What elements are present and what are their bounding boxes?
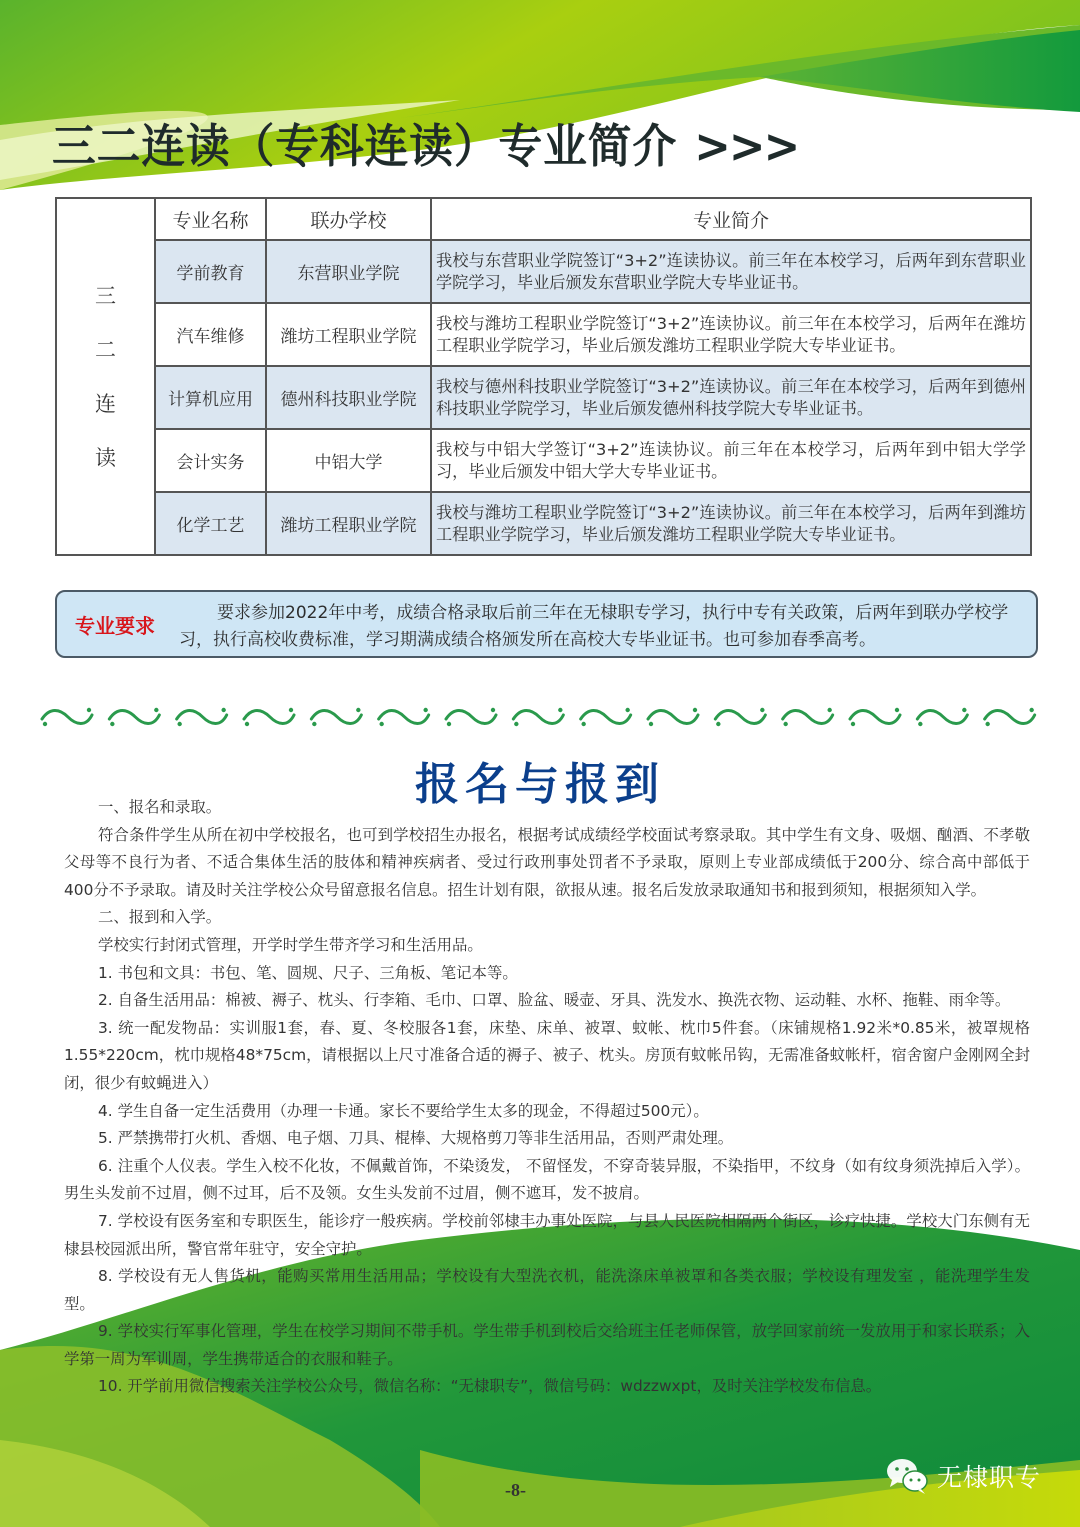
wave-ornament xyxy=(648,708,698,726)
wechat-icon xyxy=(885,1456,931,1496)
major-name: 化学工艺 xyxy=(155,492,266,555)
program-group-cell xyxy=(56,198,155,555)
wave-ornament xyxy=(311,708,361,726)
column-header-major: 专业名称 xyxy=(155,198,266,240)
paragraph: 7. 学校设有医务室和专职医生，能诊疗一般疾病。学校前邻棣丰办事处医院，与县人民医院相隔两个街区，诊疗快捷。学校大门东侧有无棣县校园派出所，警官常年驻守，安全守护。 xyxy=(64,1211,1030,1258)
wave-ornament xyxy=(513,708,563,726)
wechat-account-name: 无棣职专 xyxy=(937,1463,1042,1492)
table-row xyxy=(56,240,1031,303)
wave-ornament xyxy=(985,708,1035,726)
wave-ornament xyxy=(783,708,833,726)
partner-school: 潍坊工程职业学院 xyxy=(266,492,431,555)
group-char: 连 xyxy=(95,391,116,416)
requirement-box xyxy=(55,590,1038,658)
paragraph: 10. 开学前用微信搜索关注学校公众号，微信名称：“无棣职专”，微信号码：wdzzwxpt，及时关注学校发布信息。 xyxy=(98,1377,882,1396)
paragraph: 1. 书包和文具：书包、笔、圆规、尺子、三角板、笔记本等。 xyxy=(98,963,518,982)
major-name: 会计实务 xyxy=(155,429,266,492)
wave-ornament xyxy=(581,708,631,726)
paragraph: 学校实行封闭式管理，开学时学生带齐学习和生活用品。 xyxy=(98,935,483,954)
wave-ornament xyxy=(446,708,496,726)
partner-school: 中铝大学 xyxy=(266,429,431,492)
table-row xyxy=(56,492,1031,555)
major-intro: 我校与潍坊工程职业学院签订“3+2”连读协议。前三年在本校学习，后两年在潍坊工程职业学院学习，毕业后颁发潍坊工程职业学院大专毕业证书。 xyxy=(431,303,1031,366)
paragraph: 3. 统一配发物品：实训服1套，春、夏、冬校服各1套，床垫、床单、被罩、蚊帐、枕巾5件套。（床铺规格1.92米*0.85米，被罩规格1.55*220cm，枕巾规格48*75cm，请根据以上尺寸准备合适的褥子、被子、枕头。房顶有蚊帐吊钩，无需准备蚊帐杆，宿舍窗户金刚网全封闭，很少有蚊蝇进入） xyxy=(64,1018,1030,1092)
paragraph: 符合条件学生从所在初中学校报名，也可到学校招生办报名，根据考试成绩经学校面试考察录取。其中学生有文身、吸烟、酗酒、不孝敬父母等不良行为者、不适合集体生活的肢体和精神疾病者、受过行政刑事处罚者不予录取，原则上专业部成绩低于200分、综合高中部低于400分不予录取。请及时关注学校公众号留意报名信息。招生计划有限，欲报从速。报名后发放录取通知书和报到须知，根据须知入学。 xyxy=(64,825,1030,899)
major-intro: 我校与东营职业学院签订“3+2”连读协议。前三年在本校学习，后两年到东营职业学院学习，毕业后颁发东营职业学院大专毕业证书。 xyxy=(431,240,1031,303)
group-char: 二 xyxy=(95,337,116,362)
wave-ornament xyxy=(917,708,967,726)
partner-school: 德州科技职业学院 xyxy=(266,366,431,429)
paragraph: 一、报名和录取。 xyxy=(98,798,222,816)
wave-ornament xyxy=(109,708,159,726)
section-title: 报名与报到 xyxy=(415,759,665,810)
column-header-school: 联办学校 xyxy=(266,198,431,240)
majors-table xyxy=(55,197,1032,556)
partner-school: 潍坊工程职业学院 xyxy=(266,303,431,366)
page-title-text: 三二连读（专科连读）专业简介 xyxy=(52,119,678,173)
table-row xyxy=(56,429,1031,492)
paragraph: 2. 自备生活用品：棉被、褥子、枕头、行李箱、毛巾、口罩、脸盆、暖壶、牙具、洗发水、换洗衣物、运动鞋、水杯、拖鞋、雨伞等。 xyxy=(98,991,1011,1010)
major-intro: 我校与潍坊工程职业学院签订“3+2”连读协议。前三年在本校学习，后两年到潍坊工程职业学院学习，毕业后颁发潍坊工程职业学院大专毕业证书。 xyxy=(431,492,1031,555)
major-name: 计算机应用 xyxy=(155,366,266,429)
wechat-account-badge[interactable] xyxy=(885,1456,1041,1496)
wave-ornament xyxy=(379,708,429,726)
wave-ornament xyxy=(850,708,900,726)
paragraph: 二、报到和入学。 xyxy=(98,908,222,927)
wave-divider xyxy=(38,703,1048,733)
group-char: 三 xyxy=(95,283,116,308)
major-name: 汽车维修 xyxy=(155,303,266,366)
table-row xyxy=(56,366,1031,429)
major-name: 学前教育 xyxy=(155,240,266,303)
paragraph: 6. 注重个人仪表。学生入校不化妆，不佩戴首饰，不染烫发， 不留怪发，不穿奇装异服，不染指甲，不纹身（如有纹身须洗掉后入学）。男生头发前不过眉，侧不过耳，后不及领。女生头发前不过眉，侧不遮耳，发不披肩。 xyxy=(64,1156,1030,1203)
page-title xyxy=(52,110,798,176)
partner-school: 东营职业学院 xyxy=(266,240,431,303)
enrollment-body xyxy=(64,794,1030,1401)
wave-ornament xyxy=(244,708,294,726)
paragraph: 4. 学生自备一定生活费用（办理一卡通。家长不要给学生太多的现金，不得超过500元）。 xyxy=(98,1101,709,1120)
paragraph: 9. 学校实行军事化管理，学生在校学习期间不带手机。学生带手机到校后交给班主任老师保管，放学回家前统一发放用于和家长联系；入学第一周为军训周，学生携带适合的衣服和鞋子。 xyxy=(64,1322,1030,1368)
wave-ornament xyxy=(715,708,765,726)
major-intro: 我校与中铝大学签订“3+2”连读协议。前三年在本校学习，后两年到中铝大学学习，毕业后颁发中铝大学大专毕业证书。 xyxy=(431,429,1031,492)
page-number: -8- xyxy=(505,1480,526,1500)
title-arrows: >>> xyxy=(694,119,799,173)
wave-ornament xyxy=(177,708,227,726)
paragraph: 5. 严禁携带打火机、香烟、电子烟、刀具、棍棒、大规格剪刀等非生活用品，否则严肃处理。 xyxy=(98,1129,734,1148)
table-row xyxy=(56,303,1031,366)
column-header-intro: 专业简介 xyxy=(431,198,1031,240)
paragraph: 8. 学校设有无人售货机，能购买常用生活用品；学校设有大型洗衣机，能洗涤床单被罩和各类衣服；学校设有理发室 ，能洗理学生发型。 xyxy=(64,1267,1030,1313)
group-char: 读 xyxy=(95,445,116,470)
requirement-text: 要求参加2022年中考，成绩合格录取后前三年在无棣职专学习，执行中专有关政策，后两年到联办学校学习，执行高校收费标准，学习期满成绩合格颁发所在高校大专毕业证书。也可参加春季高考。 xyxy=(179,603,1009,650)
requirement-label: 专业要求 xyxy=(75,614,155,638)
wave-ornament xyxy=(42,708,92,726)
major-intro: 我校与德州科技职业学院签订“3+2”连读协议。前三年在本校学习，后两年到德州科技职业学院学习，毕业后颁发德州科技学院大专毕业证书。 xyxy=(431,366,1031,429)
table-header-row xyxy=(56,198,1031,240)
